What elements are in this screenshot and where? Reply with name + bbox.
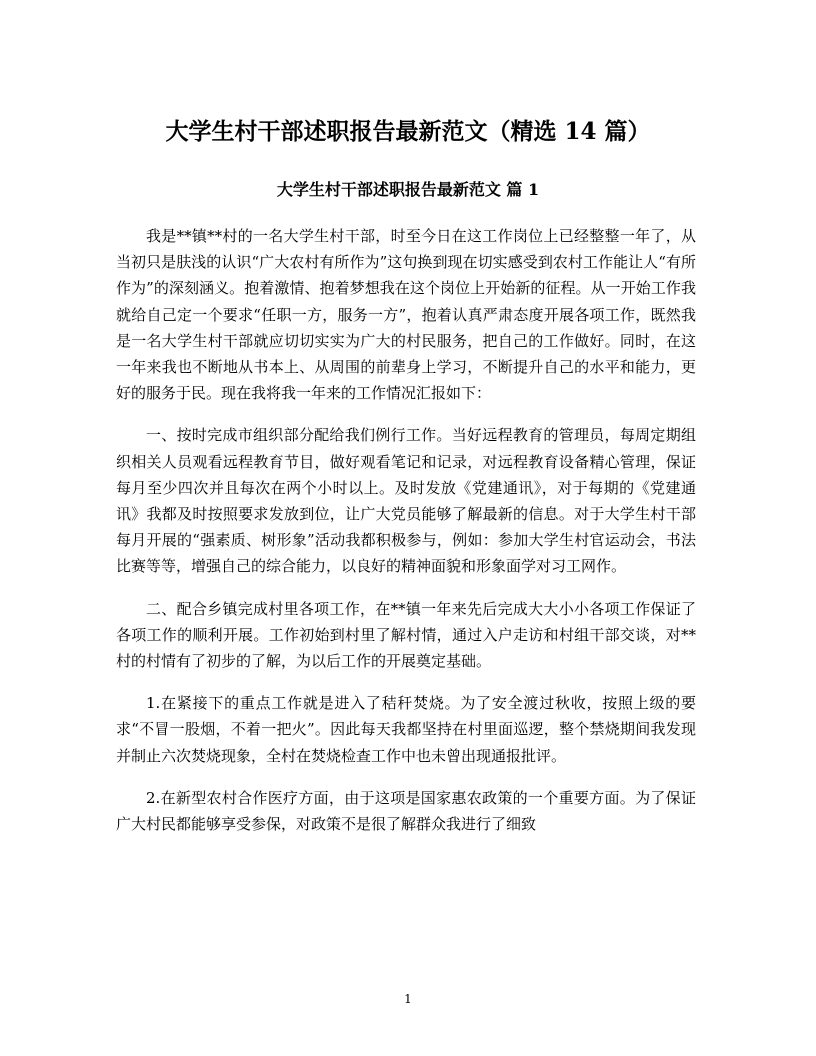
paragraph-section-one: 一、按时完成市组织部分配给我们例行工作。当好远程教育的管理员，每周定期组织相关人员观看远程教育节目，做好观看笔记和记录，对远程教育设备精心管理，保证每月至少四次并且每次在两个小时以上。及时发放《党建通讯》，对于每期的《党建通讯》我都及时按照要求发放到位，让广大党员能够了解最新的信息。对于大学生村干部每月开展的“强素质、树形象”活动我都积极参与，例如：参加大学生村官运动会，书法比赛等等，增强自己的综合能力，以良好的精神面貌和形象面学对习工网作。 [116,426,696,576]
page-number: 1 [404,992,412,1006]
paragraph-section-two: 二、配合乡镇完成村里各项工作，在**镇一年来先后完成大大小小各项工作保证了各项工作的顺利开展。工作初始到村里了解村情，通过入户走访和村组干部交谈，对**村的村情有了初步的了解，为以后工作的开展奠定基础。 [116,599,696,671]
paragraph-intro: 我是**镇**村的一名大学生村干部，时至今日在这工作岗位上已经整整一年了，从当初只是肤浅的认识“广大农村有所作为”这句换到现在切实感受到农村工作能让人“有所作为”的深刻涵义。抱着激情、抱着梦想我在这个岗位上开始新的征程。从一开始工作我就给自己定一个要求“任职一方，服务一方”，抱着认真严肃态度开展各项工作，既然我是一名大学生村干部就应切切实实为广大的村民服务，把自己的工作做好。同时，在这一年来我也不断地从书本上、从周围的前辈身上学习，不断提升自己的水平和能力，更好的服务于民。现在我将我一年来的工作情况汇报如下： [116,227,696,403]
document-title: 大学生村干部述职报告最新范文（精选 14 篇） [165,118,651,145]
section-heading: 大学生村干部述职报告最新范文 篇 1 [276,180,540,199]
document-body [116,223,696,853]
paragraph-item-two: 2.在新型农村合作医疗方面，由于这项是国家惠农政策的一个重要方面。为了保证广大村民都能够享受参保，对政策不是很了解群众我进行了细致 [116,788,696,834]
paragraph-item-one: 1.在紧接下的重点工作就是进入了秸秆焚烧。为了安全渡过秋收，按照上级的要求“不冒一股烟，不着一把火”。因此每天我都坚持在村里面巡逻，整个禁烧期间我发现并制止六次焚烧现象，全村在焚烧检查工作中也未曾出现通报批评。 [116,694,696,765]
